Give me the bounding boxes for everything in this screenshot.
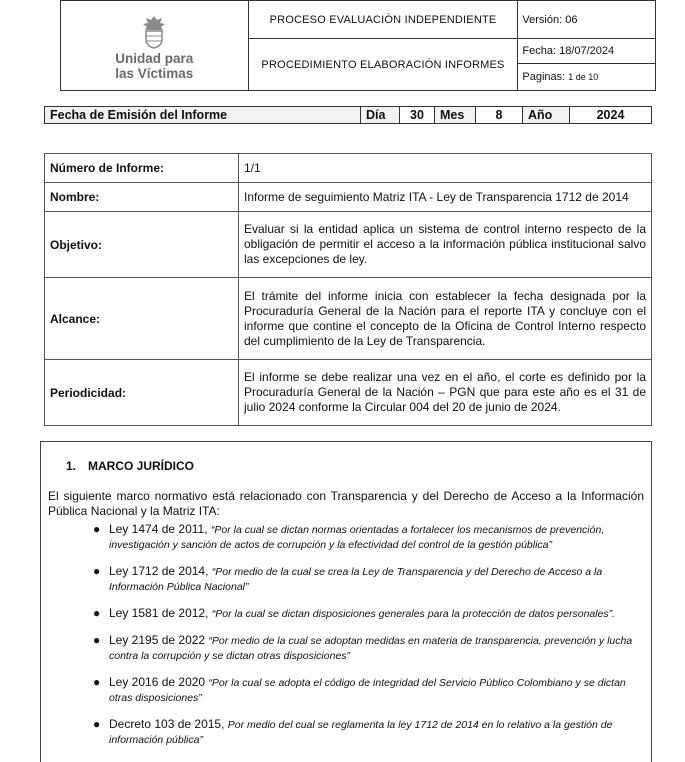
table-row (45, 360, 652, 426)
list-item (41, 522, 651, 552)
law-name: Ley 1474 de 2011, (109, 522, 211, 536)
bullet-icon: ● (93, 717, 101, 731)
list-item (41, 633, 651, 663)
legal-framework-section (40, 441, 652, 762)
law-description: “Por la cual se adopta el código de integridad del Servicio Público Colombiano y se dictan otras disposiciones” (109, 677, 626, 704)
day-label: Día (361, 107, 400, 124)
emission-label: Fecha de Emisión del Informe (45, 107, 361, 124)
info-value: Evaluar si la entidad aplica un sistema de control interno respecto de la obligación de permitir el acceso a la información pública institucional salvo las excepciones de ley. (239, 212, 652, 278)
logo-line-2: las Víctimas (115, 65, 194, 81)
table-row (45, 154, 652, 183)
law-name: Decreto 103 de 2015, (109, 717, 228, 731)
version: Versión: 06 (518, 1, 656, 39)
law-description: “Por la cual se dictan normas orientadas a fortalecer los mecanismos de prevención, investigación y sanción de actos de corrupción y la efectividad del control de la gestión pública” (109, 524, 605, 551)
section-title: MARCO JURÍDICO (88, 459, 195, 473)
logo-cell (61, 1, 249, 91)
header-date: Fecha: 18/07/2024 (518, 39, 656, 64)
year-value: 2024 (570, 107, 652, 124)
list-item (41, 564, 651, 594)
law-name: Ley 1712 de 2014, (109, 564, 212, 578)
bullet-icon: ● (93, 675, 101, 689)
info-label: Nombre: (45, 183, 239, 212)
law-description: “Por la cual se dictan disposiciones generales para la protección de datos personales”. (211, 608, 616, 620)
table-row (45, 278, 652, 360)
month-label: Mes (435, 107, 476, 124)
month-value: 8 (476, 107, 523, 124)
list-item (41, 675, 651, 705)
emission-date-row (44, 106, 652, 124)
section-intro: El siguiente marco normativo está relacionado con Transparencia y del Derecho de Acceso a la Información Pública Nacional y la Matriz ITA: (48, 489, 644, 518)
info-value: 1/1 (239, 154, 652, 183)
law-name: Ley 2016 de 2020 (109, 675, 209, 689)
year-label: Año (523, 107, 570, 124)
list-item (41, 606, 651, 621)
info-label: Periodicidad: (45, 360, 239, 426)
logo-line-1: Unidad para (115, 50, 194, 66)
bullet-icon: ● (93, 606, 101, 620)
info-value: Informe de seguimiento Matriz ITA - Ley de Transparencia 1712 de 2014 (239, 183, 652, 212)
law-description: “Por medio de la cual se adoptan medidas en materia de transparencia, prevención y lucha contra la corrupción y se dictan otras disposiciones” (109, 635, 633, 662)
section-heading (66, 459, 194, 473)
coat-of-arms-icon (141, 15, 167, 49)
bullet-icon: ● (93, 564, 101, 578)
bullet-icon: ● (93, 522, 101, 536)
pages-value: 1 de 10 (568, 72, 599, 82)
info-label: Objetivo: (45, 212, 239, 278)
info-label: Alcance: (45, 278, 239, 360)
pages-cell (518, 64, 656, 91)
info-label: Número de Informe: (45, 154, 239, 183)
law-name: Ley 1581 de 2012, (109, 606, 212, 620)
table-row (45, 212, 652, 278)
law-list (41, 522, 651, 759)
info-value: El trámite del informe inicia con establecer la fecha designada por la Procuraduría General de la Nación para el reporte ITA y concluye con el informe que contine el concepto de la Oficina de Control Interno respecto del cumplimiento de la Ley de Transparencia. (239, 278, 652, 360)
proceso-title: PROCESO EVALUACIÒN INDEPENDIENTE (248, 1, 518, 39)
report-info-table (44, 153, 652, 426)
day-value: 30 (400, 107, 435, 124)
table-row (45, 183, 652, 212)
bullet-icon: ● (93, 633, 101, 647)
law-description: “Por medio de la cual se crea la Ley de Transparencia y del Derecho de Acceso a la Información Pública Nacional” (109, 566, 603, 593)
law-name: Ley 2195 de 2022 (109, 633, 209, 647)
law-description: Por medio del cual se reglamenta la ley 1712 de 2014 en lo relativo a la gestión de información pública” (109, 719, 613, 746)
pages-label: Paginas: (522, 71, 566, 83)
list-item (41, 717, 651, 747)
section-number: 1. (66, 459, 77, 473)
procedimiento-title: PROCEDIMIENTO ELABORACIÓN INFORMES (248, 39, 518, 91)
info-value: El informe se debe realizar una vez en el año, el corte es definido por la Procuraduría General de la Nación – PGN que para este año es el 31 de julio 2024 conforme la Circular 004 del 20 de junio de 2024. (239, 360, 652, 426)
document-header (60, 0, 656, 91)
